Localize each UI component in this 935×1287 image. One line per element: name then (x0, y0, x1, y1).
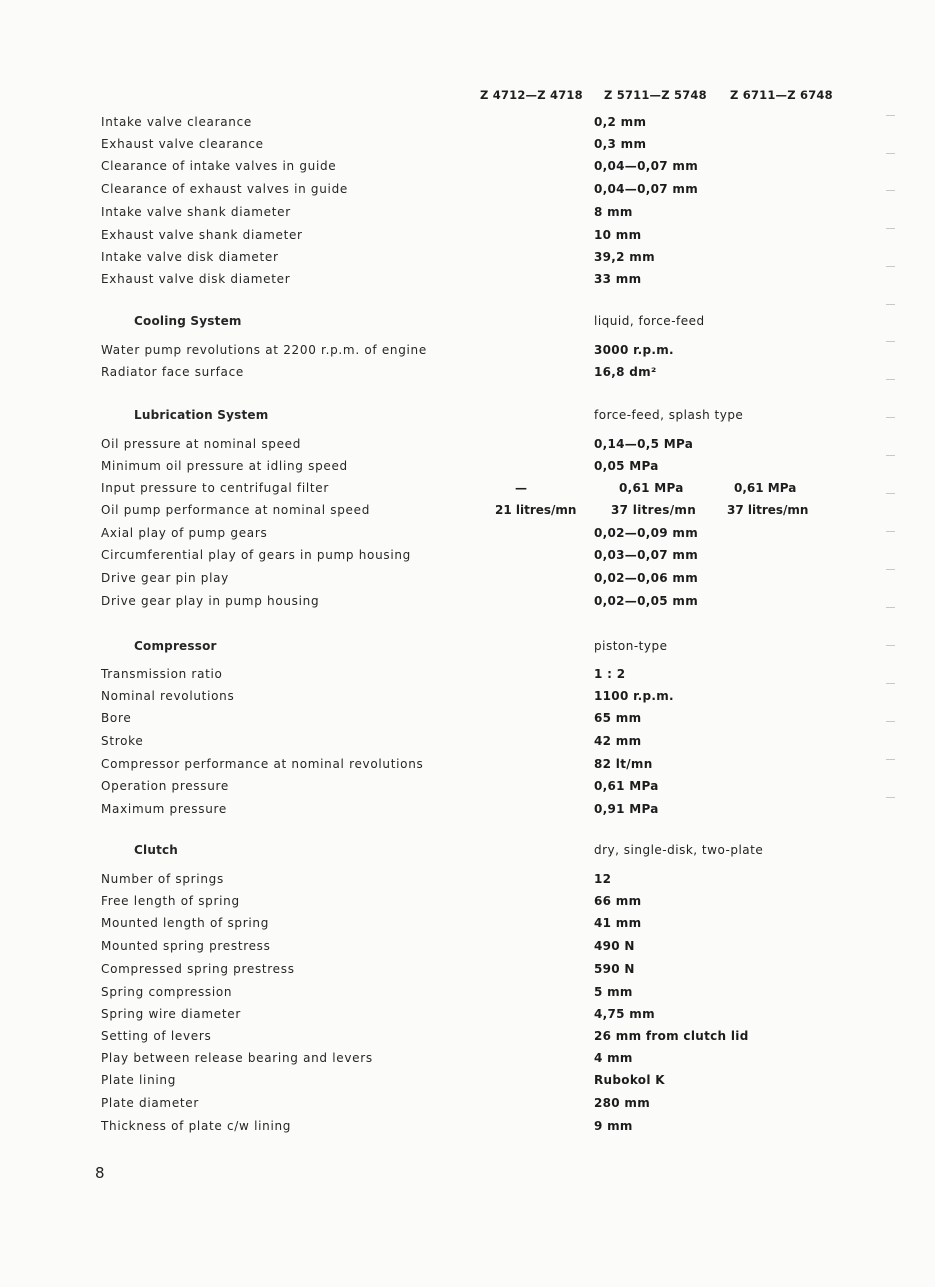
spec-label: Bore (101, 711, 132, 725)
spec-value-col3: 0,61 MPa (734, 481, 797, 495)
column-header-z4712: Z 4712—Z 4718 (480, 88, 583, 102)
spec-label: Drive gear pin play (101, 571, 229, 585)
spec-row (0, 594, 935, 614)
spec-row (0, 205, 935, 225)
spec-row (0, 779, 935, 799)
spec-label: Nominal revolutions (101, 689, 235, 703)
spec-label: Spring wire diameter (101, 1007, 241, 1021)
spec-row (0, 939, 935, 959)
spec-value: 0,61 MPa (619, 481, 684, 495)
spec-value: 5 mm (594, 985, 633, 999)
spec-label: Mounted length of spring (101, 916, 270, 930)
spec-label: Compressed spring prestress (101, 962, 295, 976)
spec-row (0, 343, 935, 363)
spec-row (0, 481, 935, 501)
spec-row (0, 137, 935, 157)
spec-value: 0,14—0,5 MPa (594, 437, 694, 451)
spec-label: Spring compression (101, 985, 233, 999)
spec-label: Thickness of plate c/w lining (101, 1119, 292, 1133)
spec-label: Play between release bearing and levers (101, 1051, 373, 1065)
spec-label: Axial play of pump gears (101, 526, 268, 540)
section-value: force-feed, splash type (594, 408, 744, 422)
page-number: 8 (95, 1164, 105, 1182)
spec-value: 8 mm (594, 205, 633, 219)
spec-label: Input pressure to centrifugal filter (101, 481, 330, 495)
spec-label: Oil pump performance at nominal speed (101, 503, 371, 517)
spec-row (0, 437, 935, 457)
spec-row (0, 667, 935, 687)
margin-tick (886, 607, 895, 608)
spec-value: 0,04—0,07 mm (594, 159, 699, 173)
margin-tick (886, 797, 895, 798)
margin-tick (886, 304, 895, 305)
spec-label: Stroke (101, 734, 144, 748)
spec-label: Circumferential play of gears in pump housing (101, 548, 411, 562)
section-title: Compressor (134, 639, 217, 653)
margin-tick (886, 228, 895, 229)
spec-value: 26 mm from clutch lid (594, 1029, 749, 1043)
spec-row (0, 689, 935, 709)
spec-label: Compressor performance at nominal revolutions (101, 757, 424, 771)
spec-row (0, 182, 935, 202)
spec-value: 0,91 MPa (594, 802, 659, 816)
spec-label: Clearance of intake valves in guide (101, 159, 337, 173)
spec-row (0, 1119, 935, 1139)
spec-label: Intake valve clearance (101, 115, 252, 129)
spec-label: Exhaust valve clearance (101, 137, 264, 151)
spec-value: 16,8 dm² (594, 365, 657, 379)
spec-row (0, 115, 935, 135)
spec-value-col3: 37 litres/mn (727, 503, 809, 517)
spec-value: 37 litres/mn (611, 503, 697, 517)
spec-row (0, 1029, 935, 1049)
margin-tick (886, 341, 895, 342)
spec-label: Radiator face surface (101, 365, 244, 379)
spec-value: 4 mm (594, 1051, 633, 1065)
section-heading-lubrication (0, 408, 935, 428)
margin-tick (886, 266, 895, 267)
spec-row (0, 1007, 935, 1027)
spec-value: 3000 r.p.m. (594, 343, 674, 357)
spec-label: Drive gear play in pump housing (101, 594, 320, 608)
spec-value: 0,03—0,07 mm (594, 548, 699, 562)
spec-row (0, 459, 935, 479)
margin-tick (886, 645, 895, 646)
spec-label: Intake valve disk diameter (101, 250, 279, 264)
spec-label: Minimum oil pressure at idling speed (101, 459, 348, 473)
section-value: dry, single-disk, two-plate (594, 843, 764, 857)
margin-tick (886, 379, 895, 380)
spec-row (0, 228, 935, 248)
spec-row (0, 159, 935, 179)
margin-tick (886, 759, 895, 760)
spec-row (0, 526, 935, 546)
spec-row (0, 272, 935, 292)
spec-value: 0,05 MPa (594, 459, 659, 473)
spec-label: Transmission ratio (101, 667, 223, 681)
spec-label: Clearance of exhaust valves in guide (101, 182, 348, 196)
margin-tick (886, 721, 895, 722)
spec-row (0, 962, 935, 982)
section-title: Lubrication System (134, 408, 269, 422)
spec-row (0, 571, 935, 591)
spec-row (0, 802, 935, 822)
spec-value-col1: — (515, 481, 527, 495)
margin-tick (886, 455, 895, 456)
margin-tick (886, 115, 895, 116)
section-heading-compressor (0, 639, 935, 659)
spec-row (0, 548, 935, 568)
spec-value: 590 N (594, 962, 635, 976)
spec-row (0, 916, 935, 936)
spec-value: 0,02—0,06 mm (594, 571, 699, 585)
spec-value: 4,75 mm (594, 1007, 655, 1021)
spec-label: Operation pressure (101, 779, 229, 793)
spec-label: Oil pressure at nominal speed (101, 437, 302, 451)
spec-label: Exhaust valve disk diameter (101, 272, 291, 286)
section-value: liquid, force-feed (594, 314, 705, 328)
spec-value: 41 mm (594, 916, 642, 930)
spec-value: 9 mm (594, 1119, 633, 1133)
section-heading-cooling (0, 314, 935, 334)
margin-tick (886, 190, 895, 191)
spec-label: Mounted spring prestress (101, 939, 271, 953)
spec-value: 42 mm (594, 734, 642, 748)
spec-row (0, 1051, 935, 1071)
spec-label: Water pump revolutions at 2200 r.p.m. of engine (101, 343, 427, 357)
spec-value: Rubokol K (594, 1073, 665, 1087)
spec-value: 65 mm (594, 711, 642, 725)
spec-row (0, 734, 935, 754)
spec-value: 0,2 mm (594, 115, 647, 129)
column-header-z5711: Z 5711—Z 5748 (604, 88, 707, 102)
spec-row (0, 1073, 935, 1093)
spec-value: 39,2 mm (594, 250, 655, 264)
spec-value: 10 mm (594, 228, 642, 242)
margin-tick (886, 569, 895, 570)
spec-value: 0,02—0,05 mm (594, 594, 699, 608)
spec-value: 0,04—0,07 mm (594, 182, 699, 196)
spec-value: 33 mm (594, 272, 642, 286)
margin-tick (886, 417, 895, 418)
margin-tick (886, 683, 895, 684)
spec-row (0, 503, 935, 523)
spec-value: 1100 r.p.m. (594, 689, 674, 703)
spec-row (0, 894, 935, 914)
spec-value: 0,02—0,09 mm (594, 526, 699, 540)
margin-tick (886, 153, 895, 154)
section-heading-clutch (0, 843, 935, 863)
column-header-z6711: Z 6711—Z 6748 (730, 88, 833, 102)
spec-row (0, 365, 935, 385)
spec-label: Plate diameter (101, 1096, 200, 1110)
spec-row (0, 985, 935, 1005)
spec-label: Maximum pressure (101, 802, 227, 816)
spec-label: Intake valve shank diameter (101, 205, 291, 219)
spec-row (0, 1096, 935, 1116)
margin-tick (886, 531, 895, 532)
section-title: Clutch (134, 843, 179, 857)
spec-value: 0,61 MPa (594, 779, 659, 793)
margin-tick-marks (886, 110, 898, 830)
spec-row (0, 250, 935, 270)
spec-label: Exhaust valve shank diameter (101, 228, 303, 242)
spec-value: 1 : 2 (594, 667, 626, 681)
spec-label: Free length of spring (101, 894, 240, 908)
spec-row (0, 711, 935, 731)
spec-value: 490 N (594, 939, 635, 953)
spec-row (0, 757, 935, 777)
section-title: Cooling System (134, 314, 242, 328)
spec-value: 280 mm (594, 1096, 651, 1110)
spec-value-col1: 21 litres/mn (495, 503, 577, 517)
spec-value: 12 (594, 872, 612, 886)
spec-value: 66 mm (594, 894, 642, 908)
spec-row (0, 872, 935, 892)
spec-value: 0,3 mm (594, 137, 647, 151)
spec-label: Setting of levers (101, 1029, 212, 1043)
spec-value: 82 lt/mn (594, 757, 653, 771)
spec-label: Number of springs (101, 872, 224, 886)
margin-tick (886, 493, 895, 494)
section-value: piston-type (594, 639, 668, 653)
spec-label: Plate lining (101, 1073, 177, 1087)
